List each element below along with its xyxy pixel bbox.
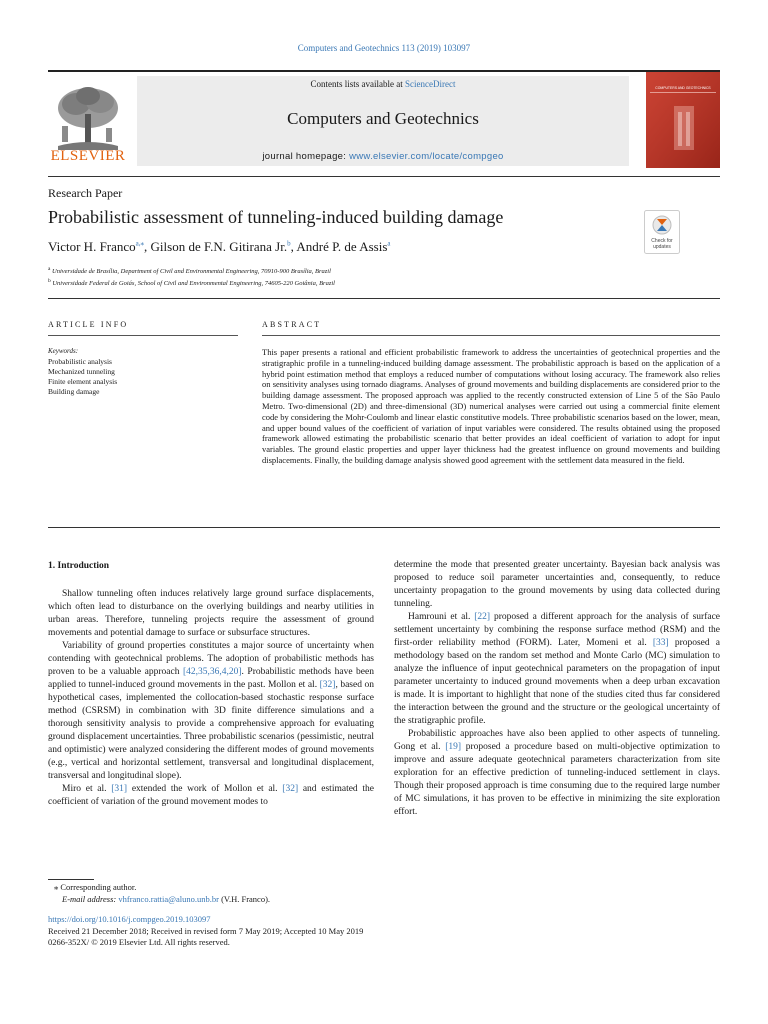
- affiliation-a: [48, 266, 331, 275]
- publisher-wordmark: ELSEVIER: [50, 148, 126, 164]
- paragraph: [394, 728, 720, 819]
- check-for-updates-badge-icon[interactable]: [644, 210, 680, 254]
- citation-link[interactable]: [32]: [319, 680, 336, 690]
- keywords-list: [48, 357, 117, 397]
- paragraph: determine the mode that presented greater uncertainty. Bayesian back analysis was proposed to reduce soil parameter uncertainties and, consequently, to reduce uncertainty propagation to the ground movements by using data collected during tunneling.: [394, 560, 720, 609]
- text-run: and estimated the coefficient of variation of the ground movement modes to: [48, 784, 375, 807]
- journal-cover-image-icon[interactable]: [646, 72, 720, 168]
- text-run: proposed a procedure based on multi-objective optimization to improve and assure adequate geotechnical parameters characterization from site exploration for an effective prediction of tunneling-induced settlement in clays. Though their proposed approach is time consuming due to the required large number of MC simulations, it has proven to be effective in minimizing the site exploration effort.: [394, 742, 720, 817]
- received-dates: Received 21 December 2018; Received in revised form 7 May 2019; Accepted 10 May 2019: [48, 925, 364, 936]
- author-sep: ,: [290, 239, 297, 254]
- email-suffix: (V.H. Franco).: [218, 894, 271, 904]
- article-info-heading: ARTICLE INFO: [48, 320, 129, 329]
- affiliation-mark: a: [48, 266, 51, 272]
- email-link[interactable]: vhfranco.rattia@aluno.unb.br: [118, 894, 219, 904]
- keyword: Mechanized tunneling: [48, 367, 115, 376]
- text-run: . Probabilistic methods have been applied to tunnel-induced ground movements in the past. Mollon et al.: [48, 667, 374, 690]
- footnote-rule: [48, 879, 94, 880]
- doi-link[interactable]: https://doi.org/10.1016/j.compgeo.2019.103097: [48, 914, 211, 924]
- citation-link[interactable]: [32]: [282, 784, 299, 794]
- abstract-divider: [48, 527, 720, 528]
- abstract-rule: [262, 335, 720, 336]
- citation-link[interactable]: [22]: [474, 612, 491, 622]
- cover-title: COMPUTERS AND GEOTECHNICS: [655, 86, 711, 90]
- text-run: , based on hypothetical cases, implemented the collocation-based stochastic response surface method (CSRSM) in combination with 3D finite difference simulations and a thorough sensitivity analysis to provide a comprehensive approach for evaluating ground displacement uncertainties. Three probabilistic scenarios (pessimistic, neutral and optimistic) were analyzed considering the different modes of ground movements (e.g., vertical and horizontal settlement, transversal and longitudinal displacement, transversal and longitudinal slope).: [48, 680, 375, 781]
- section-heading-introduction: 1. Introduction: [48, 561, 110, 571]
- paragraph: [394, 611, 720, 728]
- paper-title: Probabilistic assessment of tunneling-induced building damage: [48, 207, 504, 227]
- citation-link[interactable]: [19]: [445, 742, 462, 752]
- journal-homepage: journal homepage: www.elsevier.com/locate/compgeo: [262, 151, 504, 162]
- keywords-label: Keywords:: [48, 347, 79, 355]
- text-run: Probabilistic approaches have also been applied to other aspects of tunneling. Gong et al.: [394, 729, 720, 752]
- header-divider: [48, 176, 720, 177]
- email-note: [62, 894, 270, 905]
- affiliation-b: [48, 278, 335, 287]
- journal-title: Computers and Geotechnics: [287, 109, 479, 128]
- citation-link[interactable]: [42,35,36,4,20]: [182, 667, 242, 677]
- article-metadata: [48, 914, 363, 949]
- body-column-left: [48, 588, 374, 809]
- keyword: Probabilistic analysis: [48, 357, 112, 366]
- author-sup[interactable]: b: [287, 239, 291, 248]
- sciencedirect-link[interactable]: ScienceDirect: [405, 79, 456, 89]
- badge-label-1: Check for: [651, 238, 673, 244]
- author-name[interactable]: André P. de Assis: [296, 239, 388, 254]
- affiliation-mark: b: [48, 278, 51, 284]
- title-divider: [48, 298, 720, 299]
- text-run: Hamrouni et al.: [408, 612, 475, 622]
- affiliation-text: Universidade Federal de Goiás, School of Civil and Environmental Engineering, 74605-220 Goiânia, Brazil: [52, 280, 335, 288]
- abstract-heading: ABSTRACT: [262, 320, 322, 329]
- citation-link[interactable]: [31]: [111, 784, 128, 794]
- body-column-right: [394, 559, 720, 819]
- copyright: 0266-352X/ © 2019 Elsevier Ltd. All rights reserved.: [48, 937, 230, 947]
- abstract-text: This paper presents a rational and efficient probabilistic framework to address the uncertainties of geotechnical properties and the stratigraphic profile in a tunneling-induced building damage assessment. The probabilistic approach is based on the application of a hybrid point estimation method that employs a reduced number of computations without losing accuracy. The framework also relies on sensitivity analyses using tornado diagrams. Analyses of ground movements and building displacements are considered prior to the building damage assessment. The proposed approach was applied to the recently constructed extension of Line 5 of the São Paulo Metro. Two-dimensional (2D) and three-dimensional (3D) numerical analyses were carried out using a commercial finite element code by considering the Mohr-Coulomb and linear elastic constitutive models. Three probabilistic scenarios based on the lower, mean, and upper bound values of the coefficient of variation of input variables were considered. The results obtained using the proposed framework allowed estimating the probabilistic scenario that better provides an ideal coefficient of variation to adopt for input variables. The ground elastic properties and upper layer thickness had the greatest influence on ground movements and building displacements. Finally, the building damage analysis showed good agreement with the settlement data measured in the field.: [262, 347, 720, 465]
- citation-link[interactable]: [33]: [652, 638, 669, 648]
- article-info-rule: [48, 335, 238, 336]
- author-sup[interactable]: a,⁎: [135, 239, 145, 248]
- author-name[interactable]: Victor H. Franco: [48, 239, 136, 254]
- affiliation-text: Universidade de Brasília, Department of Civil and Environmental Engineering, 70910-900 Brasília, Brazil: [52, 268, 331, 276]
- author-sep: ,: [144, 239, 151, 254]
- journal-reference[interactable]: Computers and Geotechnics 113 (2019) 103097: [297, 43, 471, 53]
- paragraph: [48, 783, 374, 809]
- homepage-link[interactable]: www.elsevier.com/locate/compgeo: [349, 151, 504, 162]
- email-label: E-mail address:: [62, 894, 119, 904]
- keyword: Finite element analysis: [48, 377, 118, 386]
- text-run: proposed a methodology based on the random set method and Monte Carlo (MC) simulation to analyze the influence of input geotechnical parameters on the propagation of input parameter uncertainty to induced ground movements when a deep urban excavation is made. It is important to highlight that none of the studies cited thus far considered the interaction between the ground and the structure or the geological uncertainty of the stratigraphic profile.: [394, 638, 720, 726]
- author-list: [48, 239, 391, 255]
- text-run: extended the work of Mollon et al.: [127, 784, 283, 794]
- paragraph: Shallow tunneling often induces relatively large ground surface displacements, which often lead to disturbance on the overlying buildings and nearby utilities in urban areas. Therefore, tunneling projects require the assessment of ground movements and potential damage to surface or subsurface structures.: [48, 589, 374, 638]
- author-name[interactable]: Gilson de F.N. Gitirana Jr.: [150, 239, 288, 254]
- badge-label-2: updates: [653, 244, 671, 250]
- text-run: Variability of ground properties constitutes a major source of uncertainty when contending with geotechnical problems. The adoption of probabilistic methods has proven to be a valuable approach: [48, 641, 374, 677]
- keyword: Building damage: [48, 387, 100, 396]
- corresponding-author-note: ⁎ Corresponding author.: [54, 882, 137, 892]
- text-run: Miro et al.: [62, 784, 112, 794]
- author-sup[interactable]: a: [387, 239, 391, 248]
- text-run: proposed a different approach for the analysis of surface settlement uncertainty by combining the response surface method (RSM) and the first-order reliability method (FORM). Later, Momeni et al.: [394, 612, 721, 648]
- contents-line: Contents lists available at ScienceDirect: [310, 79, 456, 89]
- header-rule: [48, 70, 720, 72]
- paper-type: Research Paper: [48, 186, 123, 200]
- paragraph: [48, 640, 374, 783]
